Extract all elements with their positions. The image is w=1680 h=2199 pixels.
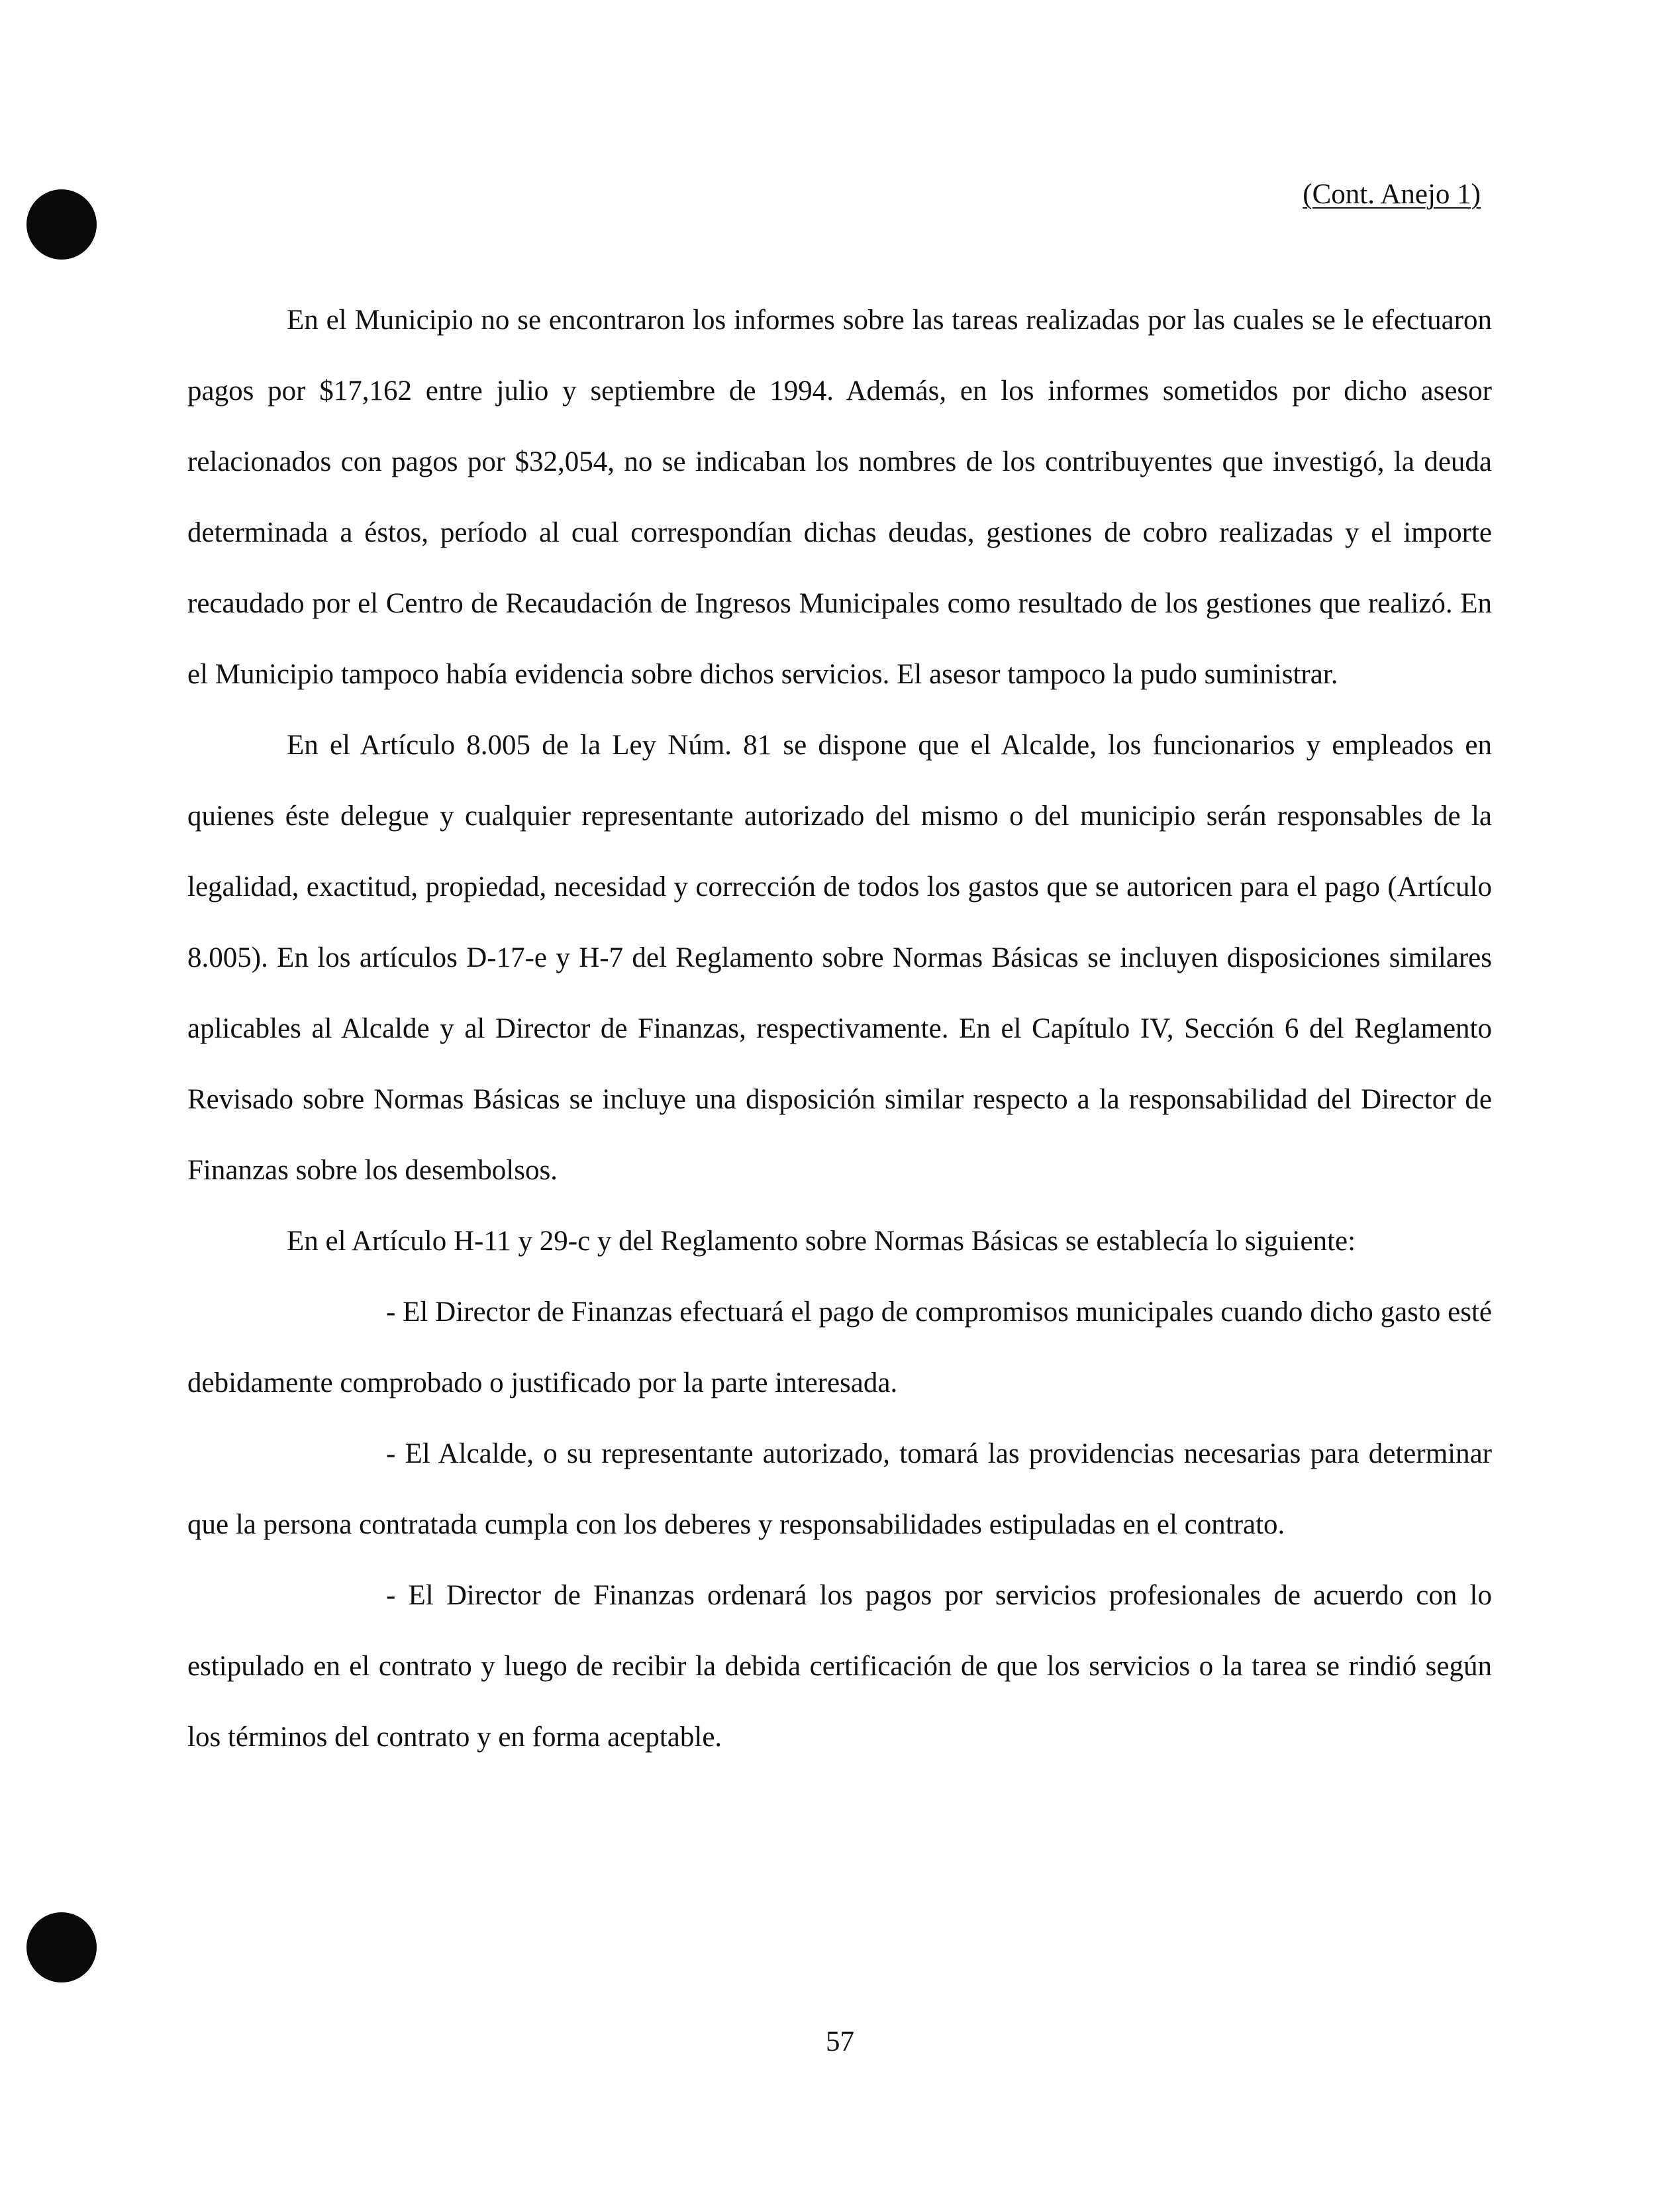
continuation-note: (Cont. Anejo 1) xyxy=(1303,179,1481,210)
punch-hole-bottom xyxy=(26,1912,97,1982)
paragraph-2: En el Artículo 8.005 de la Ley Núm. 81 se dispone que el Alcalde, los funcionarios y empleados en quienes éste delegue y cualquier representante autorizado del mismo o del municipio serán responsables de la legalidad, exactitud, propiedad, necesidad y corrección de todos los gastos que se autoricen para el pago (Artículo 8.005). En los artículos D-17-e y H-7 del Reglamento sobre Normas Básicas se incluyen disposiciones similares aplicables al Alcalde y al Director de Finanzas, respectivamente. En el Capítulo IV, Sección 6 del Reglamento Revisado sobre Normas Básicas se incluye una disposición similar respecto a la responsabilidad del Director de Finanzas sobre los desembolsos. xyxy=(187,730,1492,1186)
list-item-1: - El Director de Finanzas efectuará el pago de compromisos municipales cuando dicho gasto esté debidamente comprobado o justificado por la parte interesada. xyxy=(187,1296,1492,1398)
list-item-3: - El Director de Finanzas ordenará los pagos por servicios profesionales de acuerdo con lo estipulado en el contrato y luego de recibir la debida certificación de que los servicios o la tarea se rindió según los términos del contrato y en forma aceptable. xyxy=(187,1580,1492,1753)
page-number: 57 xyxy=(826,2026,854,2057)
paragraph-1: En el Municipio no se encontraron los informes sobre las tareas realizadas por las cuales se le efectuaron pagos por $17,162 entre julio y septiembre de 1994. Además, en los informes sometidos por dicho asesor relacionados con pagos por $32,054, no se indicaban los nombres de los contribuyentes que investigó, la deuda determinada a éstos, período al cual correspondían dichas deudas, gestiones de cobro realizadas y el importe recaudado por el Centro de Recaudación de Ingresos Municipales como resultado de los gestiones que realizó. En el Municipio tampoco había evidencia sobre dichos servicios. El asesor tampoco la pudo suministrar. xyxy=(187,305,1492,690)
list-item-2: - El Alcalde, o su representante autorizado, tomará las providencias necesarias para determinar que la persona contratada cumpla con los deberes y responsabilidades estipuladas en el contrato. xyxy=(187,1438,1492,1540)
document-body xyxy=(187,285,1492,1773)
punch-hole-top xyxy=(26,189,97,260)
paragraph-3: En el Artículo H-11 y 29-c y del Reglamento sobre Normas Básicas se establecía lo siguiente: xyxy=(287,1226,1356,1257)
